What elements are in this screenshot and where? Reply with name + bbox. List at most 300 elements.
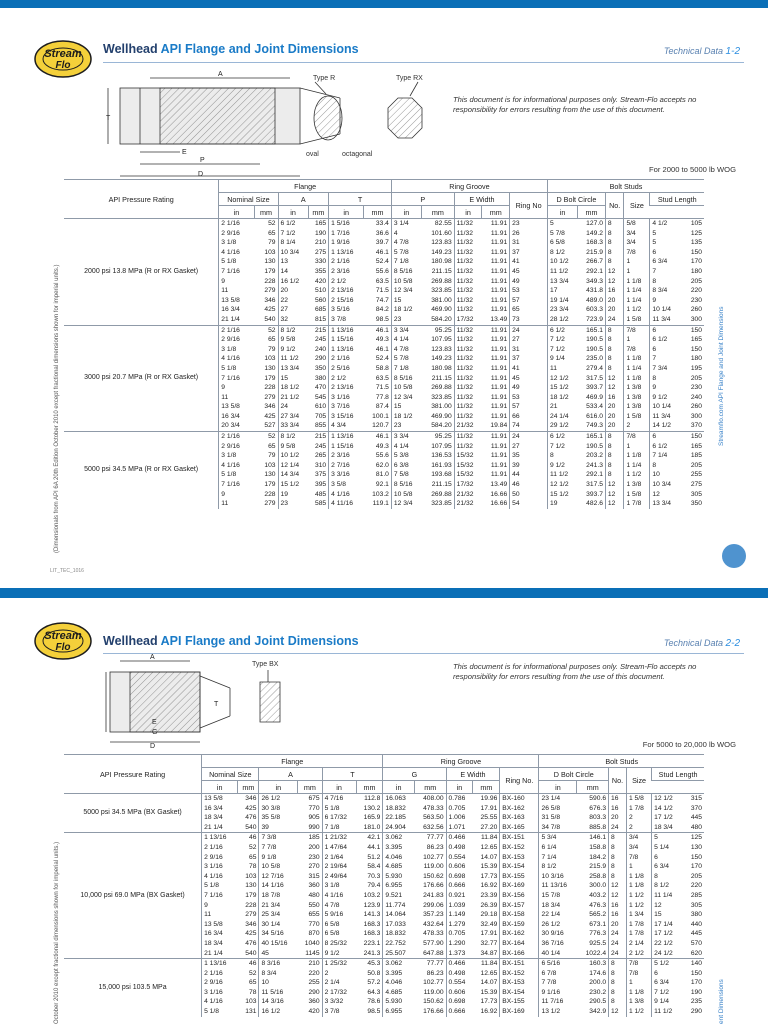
table-cell: 10 5/8 (391, 383, 421, 393)
table-cell: 381.00 (431, 403, 452, 411)
table-cell: 86.23 (426, 843, 444, 851)
table-cell: 9 (650, 296, 683, 306)
table-cell: 165 (690, 442, 702, 450)
table-cell: 149.23 (431, 355, 452, 363)
table-cell: 4.046 (383, 853, 415, 863)
table-cell: 13 5/8 (219, 296, 254, 306)
table-cell: 25.507 (383, 949, 415, 959)
table-cell: 349.3 (586, 277, 603, 285)
svg-text:G: G (152, 729, 158, 736)
source-note-vertical: (Dimensionals from API 6A 20th Edition October 2010 except fractional dimensions shown for imperial units.) (54, 264, 60, 553)
table-cell: 1 1/4 (624, 296, 650, 306)
table-cell: 73 (510, 315, 548, 325)
table-row (64, 959, 704, 969)
table-cell: 18 3/4 (652, 823, 684, 833)
table-cell: 150.62 (423, 872, 444, 880)
table-cell: 1 13/16 (329, 325, 364, 335)
table-row (64, 794, 704, 804)
svg-text:Stream: Stream (44, 48, 82, 60)
table-cell: 1 3/4 (626, 910, 651, 920)
table-cell: BX-156 (500, 891, 539, 901)
table-cell: 11.91 (490, 393, 508, 401)
table-cell: 44.1 (367, 843, 381, 851)
table-cell: 179 (264, 481, 276, 489)
table-cell: 241.3 (586, 461, 603, 469)
table-cell: 4.685 (383, 862, 415, 872)
site-link-vertical[interactable]: ent Dimensions (718, 979, 725, 1024)
table-cell: 28 1/2 (548, 315, 578, 325)
header-mm: mm (308, 206, 328, 219)
table-cell: 46.1 (364, 432, 392, 442)
table-cell: 705 (314, 412, 327, 420)
table-cell: 432.64 (423, 920, 444, 928)
table-cell: 12.65 (480, 843, 498, 851)
table-cell: 4 1/16 (219, 248, 254, 258)
table-cell: 8 (605, 451, 624, 461)
table-cell: 31 5/8 (539, 813, 577, 823)
table-cell: 540 (245, 823, 257, 831)
table-cell: 0.921 (446, 891, 473, 901)
table-cell: 6 3/4 (652, 978, 684, 988)
table-cell: 420 (314, 277, 327, 285)
table-cell: 12 3/4 (391, 286, 421, 296)
table-cell: 18.832 (383, 804, 415, 814)
table-cell: 12 1/2 (548, 374, 578, 384)
table-cell: 174.6 (589, 969, 607, 977)
table-cell: 27 (278, 305, 308, 315)
table-cell: 375 (314, 471, 327, 479)
table-cell: 15/32 (454, 451, 482, 461)
table-cell: 12 (605, 490, 624, 500)
table-cell: 676.3 (589, 804, 607, 812)
table-cell: 323.85 (431, 287, 452, 295)
flange-dimensions-table (64, 179, 704, 509)
table-cell: 19.84 (490, 422, 508, 430)
table-cell: 480 (690, 823, 702, 831)
table-cell: 9 5/8 (278, 335, 308, 345)
table-cell: 11 (219, 499, 254, 509)
header-in: in (202, 781, 238, 794)
table-cell: 577.90 (423, 939, 444, 947)
table-cell: 170 (690, 863, 702, 871)
table-cell: 150 (690, 345, 702, 353)
table-cell: 8 1/2 (278, 432, 308, 442)
table-cell: 2 19/64 (322, 862, 356, 872)
table-cell: 26 (510, 229, 548, 239)
table-cell: 26 1/2 (539, 920, 577, 930)
table-cell: 53 (510, 286, 548, 296)
table-cell: 2 9/16 (219, 229, 254, 239)
table-cell: 102.77 (423, 853, 444, 861)
table-cell: 3/4 (624, 238, 650, 248)
table-cell: 42.1 (356, 833, 383, 843)
table-cell: 885.8 (589, 823, 607, 831)
table-cell: 2 9/16 (202, 978, 238, 988)
table-cell: 14.07 (480, 853, 498, 861)
table-cell: 58.8 (375, 364, 389, 372)
table-cell: 5 1/8 (219, 470, 254, 480)
table-cell: 11.91 (490, 403, 508, 411)
svg-text:Flo: Flo (55, 60, 71, 71)
table-cell: 27 (510, 442, 548, 452)
table-cell: 9 1/2 (278, 345, 308, 355)
table-cell: 330 (314, 258, 327, 266)
table-cell: 74 (510, 421, 548, 431)
table-cell: 1 1/8 (624, 374, 650, 384)
table-cell: 24 (609, 949, 627, 959)
table-cell: BX-169 (500, 1007, 539, 1017)
table-cell: 3 3/4 (391, 432, 421, 442)
table-cell: 39.7 (375, 239, 389, 247)
table-cell: 58.4 (367, 863, 381, 871)
table-cell: 123.83 (431, 345, 452, 353)
site-link-vertical[interactable]: Streamflo.com API Flange and Joint Dimensions (718, 306, 725, 446)
table-cell: 585 (314, 500, 327, 508)
table-row (64, 325, 704, 335)
table-cell: 12 3/4 (391, 499, 421, 509)
table-cell: 12 3/4 (391, 393, 421, 403)
flange-bx-diagram (100, 654, 320, 750)
table-cell: 279.4 (586, 364, 603, 372)
table-cell: 22 1/2 (652, 939, 684, 949)
table-cell: 8 (605, 257, 624, 267)
table-cell: 18 3/4 (202, 939, 238, 949)
table-cell: 12 1/2 (652, 794, 684, 804)
table-cell: 10 (650, 470, 683, 480)
table-cell: 360 (308, 998, 320, 1006)
table-cell: 7 1/8 (391, 364, 421, 374)
header-e-width: E Width (454, 193, 510, 206)
table-cell: 17/32 (454, 480, 482, 490)
table-cell: 403.2 (589, 891, 607, 899)
table-cell: 675 (298, 794, 323, 804)
table-cell: 1 25/32 (322, 959, 356, 969)
table-cell: 1040 (304, 939, 320, 947)
table-cell: 13 3/4 (650, 499, 683, 509)
table-cell: 11.91 (490, 452, 508, 460)
table-cell: 8 5/16 (391, 374, 421, 384)
table-cell: 235.0 (586, 355, 603, 363)
table-cell: 12.65 (480, 969, 498, 977)
table-cell: 5.930 (383, 872, 415, 882)
table-cell: 5 7/8 (391, 248, 421, 258)
table-cell: 5 1/8 (322, 804, 356, 814)
table-cell: 8 3/16 (259, 959, 298, 969)
table-cell: 17 1/2 (652, 813, 684, 823)
table-cell: 11/32 (454, 305, 482, 315)
table-cell: 7 (650, 354, 683, 364)
table-cell: 3 3/16 (329, 470, 364, 480)
table-cell: 4 1/16 (202, 872, 238, 882)
table-cell: 11.84 (473, 833, 500, 843)
table-cell: 26 1/2 (259, 794, 298, 804)
table-cell: 11/32 (454, 442, 482, 452)
table-cell: 2 17/32 (322, 988, 356, 998)
table-cell: 13 1/2 (539, 1007, 577, 1017)
table-cell: 5 1/4 (652, 843, 684, 853)
table-cell: 190.5 (586, 336, 603, 344)
table-cell: 20 (605, 296, 624, 306)
table-cell: 4 1/4 (391, 442, 421, 452)
table-cell: 8 (609, 853, 627, 863)
table-cell: 476 (245, 939, 257, 947)
table-cell: 279 (245, 911, 257, 919)
table-cell: 2 1/16 (329, 257, 364, 267)
table-cell: 1 1/8 (626, 881, 651, 891)
table-cell: 8 (609, 843, 627, 853)
table-cell: 5 (652, 833, 684, 843)
header-in: in (329, 206, 364, 219)
table-cell: 346 (264, 296, 276, 304)
table-cell: 11.91 (490, 296, 508, 304)
table-cell: 1 1/4 (624, 364, 650, 374)
table-cell: 0.466 (446, 833, 473, 843)
header-size: Size (626, 768, 651, 794)
table-cell: 32.77 (480, 939, 498, 947)
table-cell: 7/8 (624, 248, 650, 258)
table-cell: 168.3 (586, 239, 603, 247)
table-cell: 14 1/16 (259, 881, 298, 891)
table-cell: 11 1/2 (548, 470, 578, 480)
table-cell: 990 (308, 823, 320, 831)
table-cell: 22.752 (383, 939, 415, 949)
share-icon[interactable] (722, 544, 746, 568)
table-cell: 127.0 (578, 219, 606, 229)
table-cell: 10 5/8 (259, 862, 298, 872)
table-cell: 1 5/16 (329, 219, 364, 229)
table-cell: 184.2 (589, 853, 607, 861)
table-cell: 855 (314, 422, 327, 430)
technical-data-label: Technical Data 2-2 (663, 638, 740, 649)
table-cell: 6 1/2 (548, 432, 578, 442)
table-cell: 211.15 (431, 374, 452, 382)
table-cell: 18 1/2 (391, 412, 421, 422)
table-cell: 19 (278, 490, 308, 500)
table-cell: 45 (510, 267, 548, 277)
table-cell: 200 (308, 843, 320, 851)
table-cell: 2 5/16 (329, 364, 364, 374)
table-cell: 25 3/4 (259, 910, 298, 920)
table-cell: 16 3/4 (202, 804, 238, 814)
table-cell: 230 (690, 296, 702, 304)
table-cell: 131 (245, 1008, 257, 1016)
table-cell: 8 (652, 872, 684, 882)
table-cell: 211.15 (431, 481, 452, 489)
table-cell: 150 (690, 853, 702, 861)
table-cell: 205 (690, 872, 702, 880)
table-cell: 6 1/2 (548, 325, 578, 335)
table-cell: 5 1/8 (202, 881, 238, 891)
table-cell: BX-159 (500, 920, 539, 930)
table-cell: 5 (650, 238, 683, 248)
table-cell: 37 (510, 354, 548, 364)
table-cell: 11/32 (454, 335, 482, 345)
table-cell: 2 1/16 (219, 325, 254, 335)
table-cell: 84.2 (375, 306, 389, 314)
pressure-rating-label: 5000 psi 34.5 MPa (BX Gasket) (64, 794, 202, 833)
table-cell: 563.50 (423, 814, 444, 822)
table-cell: 203.2 (586, 452, 603, 460)
table-cell: 5 1/8 (202, 1007, 238, 1017)
table-cell: 6 (652, 853, 684, 863)
table-cell: 190 (314, 229, 327, 237)
table-cell: 103 (245, 872, 257, 880)
table-cell: 86.23 (426, 969, 444, 977)
table-cell: 2 1/4 (626, 939, 651, 949)
table-cell: 0.786 (446, 794, 473, 804)
table-cell: 46.1 (364, 325, 392, 335)
table-cell: 0.554 (446, 978, 473, 988)
table-cell: 2 1/16 (219, 432, 254, 442)
table-cell: 220 (690, 882, 702, 890)
table-cell: 4 1/16 (322, 891, 356, 901)
table-cell: 616.0 (586, 412, 603, 420)
table-cell: 0.498 (446, 969, 473, 979)
table-cell: 6 5/8 (322, 920, 356, 930)
table-cell: 10 1/2 (278, 451, 308, 461)
header-ring-no: Ring No (510, 193, 548, 219)
table-cell: 52 (249, 969, 257, 977)
table-cell: 7 1/8 (391, 257, 421, 267)
table-cell: 70.3 (367, 872, 381, 880)
table-cell: 11 13/16 (539, 881, 577, 891)
pressure-rating-label: 5000 psi 34.5 MPa (R or RX Gasket) (64, 432, 219, 509)
table-cell: 9 1/2 (322, 949, 356, 959)
table-cell: 603.3 (586, 306, 603, 314)
table-cell: 15 (391, 402, 421, 412)
table-cell: 2 1/4 (322, 978, 356, 988)
table-cell: 11.91 (490, 384, 508, 392)
table-cell: 130 (690, 843, 702, 851)
table-cell: 2 1/16 (219, 219, 254, 229)
table-cell: 25.55 (480, 814, 498, 822)
table-cell: 19 (548, 499, 578, 509)
table-cell: 370 (690, 422, 702, 430)
table-cell: 18 1/2 (391, 305, 421, 315)
table-cell: 2 3/16 (329, 267, 364, 277)
table-cell: 565.2 (589, 911, 607, 919)
table-cell: 15 (391, 296, 421, 306)
table-cell: 65 (249, 979, 257, 987)
table-cell: 24 (510, 432, 548, 442)
table-cell: 11.84 (473, 959, 500, 969)
table-cell: 46.1 (375, 248, 389, 256)
table-cell: 425 (264, 306, 276, 314)
table-cell: 26 5/8 (539, 804, 577, 814)
table-cell: 103 (245, 998, 257, 1006)
table-cell: 103 (264, 248, 276, 256)
header-mm: mm (577, 781, 609, 794)
table-cell: 228 (264, 384, 276, 392)
table-cell: 1022.4 (585, 949, 607, 957)
datasheet-page-2 (0, 598, 768, 1024)
table-cell: 540 (245, 949, 257, 957)
table-cell: 11/32 (454, 267, 482, 277)
table-cell: 3 1/16 (202, 862, 238, 872)
table-cell: 16.66 (490, 490, 508, 498)
table-cell: 360 (308, 882, 320, 890)
table-cell: 41 (510, 257, 548, 267)
table-cell: 11 (219, 286, 254, 296)
table-cell: 258.8 (589, 872, 607, 880)
table-cell: 6 1/2 (278, 219, 308, 229)
table-cell: 8 (605, 354, 624, 364)
table-cell: 36 7/16 (539, 939, 577, 949)
table-cell: 1 15/16 (329, 442, 364, 452)
table-cell: 22 (278, 296, 308, 306)
table-cell: 150 (682, 432, 704, 442)
table-cell: 9 (219, 490, 254, 500)
table-cell: 136.53 (431, 452, 452, 460)
table-cell: 12 7/16 (259, 872, 298, 882)
table-cell: 200.0 (589, 979, 607, 987)
table-cell: 590.6 (577, 794, 609, 804)
table-cell: 1.373 (446, 949, 473, 959)
table-cell: 6 (652, 969, 684, 979)
table-cell: 16.92 (480, 882, 498, 890)
table-cell: 11/32 (454, 248, 482, 258)
table-cell: 149.23 (431, 248, 452, 256)
table-cell: 8 (605, 461, 624, 471)
table-cell: 11/32 (454, 412, 482, 422)
table-cell: 10 3/4 (650, 480, 683, 490)
table-cell: 6 7/8 (539, 969, 577, 979)
table-cell: 12 (605, 374, 624, 384)
table-cell: 181.0 (363, 823, 381, 831)
header-mm: mm (414, 781, 446, 794)
table-cell: 305 (690, 901, 702, 909)
table-cell: 21 (548, 402, 578, 412)
table-cell: 158.8 (589, 843, 607, 851)
table-cell: 36.6 (375, 229, 389, 237)
table-cell: 16 3/4 (219, 305, 254, 315)
pressure-rating-label: 10,000 psi 69.0 MPa (BX Gasket) (64, 833, 202, 959)
table-cell: 13 5/8 (202, 794, 238, 804)
table-cell: 150 (690, 248, 702, 256)
table-cell: 240 (314, 345, 327, 353)
table-cell: 355 (314, 267, 327, 275)
table-cell: 1.006 (446, 813, 473, 823)
table-cell: 10 1/4 (650, 305, 683, 315)
table-cell: 266.7 (586, 258, 603, 266)
table-cell: 1 1/8 (626, 988, 651, 998)
table-cell: 14 (278, 267, 308, 277)
table-cell: 150 (690, 969, 702, 977)
table-cell: 71.5 (375, 287, 389, 295)
table-cell: 223.1 (363, 939, 381, 947)
table-cell: 2 9/16 (219, 442, 254, 452)
table-cell: 6 5/16 (539, 959, 577, 969)
table-cell: 141.3 (363, 911, 381, 919)
table-cell: 14.07 (480, 979, 498, 987)
table-cell: 6 5/8 (548, 238, 578, 248)
table-cell: 0.498 (446, 843, 473, 853)
table-cell: 39 (259, 823, 298, 833)
table-cell: 23 (391, 315, 421, 325)
header-no: No. (605, 193, 624, 219)
table-cell: 193.68 (431, 471, 452, 479)
table-cell: 16 (609, 794, 627, 804)
table-cell: 15 (652, 910, 684, 920)
table-cell: 190 (690, 988, 702, 996)
table-cell: 7 1/2 (652, 988, 684, 998)
table-cell: 11.91 (490, 287, 508, 295)
table-cell: 32 (278, 315, 308, 325)
table-cell: 560 (314, 296, 327, 304)
table-cell: 65 (510, 305, 548, 315)
table-cell: 11/32 (454, 383, 482, 393)
table-cell: 230.2 (589, 988, 607, 996)
